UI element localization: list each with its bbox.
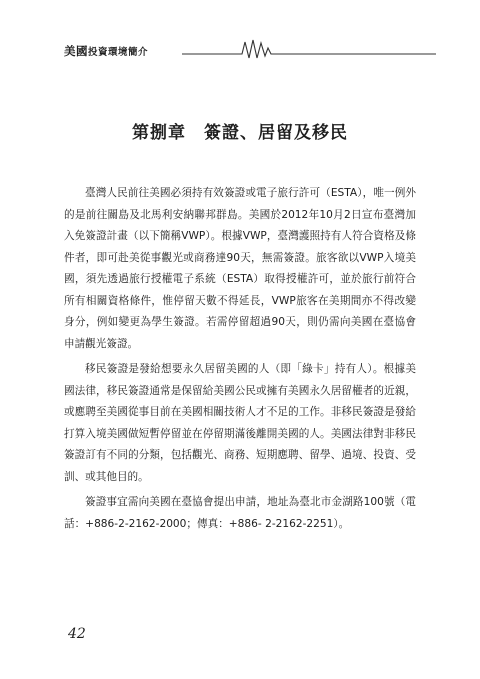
page-number: 42	[68, 626, 86, 642]
header-title	[64, 44, 148, 60]
header-title-sub: 投資環境簡介	[88, 47, 149, 58]
running-header	[64, 44, 436, 58]
paragraph-visa-application: 簽證事宜需向美國在臺協會提出申請，地址為臺北市金湖路100號（電話：+886-2-2162-2000；傳真：+886- 2-2162-2251）。	[64, 496, 416, 530]
chapter-title: 第捌章 簽證、居留及移民	[132, 123, 348, 143]
body-text	[64, 183, 416, 539]
header-wave-line	[182, 38, 436, 60]
paragraph-immigrant-visa: 移民簽證是發給想要永久居留美國的人（即「綠卡」持有人）。根據美國法律，移民簽證通常是保留給美國公民或擁有美國永久居留權者的近親，或應聘至美國從事目前在美國相關技術人才不足的工作。非移民簽證是發給打算入境美國做短暫停留並在停留期滿後離開美國的人。美國法律對非移民簽證訂有不同的分類，包括觀光、商務、短期應聘、留學、過境、投資、受訓、或其他目的。	[64, 363, 416, 483]
paragraph-visa-waiver: 臺灣人民前往美國必須持有效簽證或電子旅行許可（ESTA），唯一例外的是前往關島及北馬利安納聯邦群島。美國於2012年10月2日宣布臺灣加入免簽證計畫（以下簡稱VWP）。根據VWP，臺灣護照持有人符合資格及條件者，即可赴美從事觀光或商務達90天，無需簽證。旅客欲以VWP入境美國，須先透過旅行授權電子系統（ESTA）取得授權許可，並於旅行前符合所有相關資格條件，惟停留天數不得延長，VWP旅客在美期間亦不得改變身分，例如變更為學生簽證。若需停留超過90天，則仍需向美國在臺協會申請觀光簽證。	[64, 187, 416, 350]
header-title-main: 美國	[64, 44, 88, 58]
